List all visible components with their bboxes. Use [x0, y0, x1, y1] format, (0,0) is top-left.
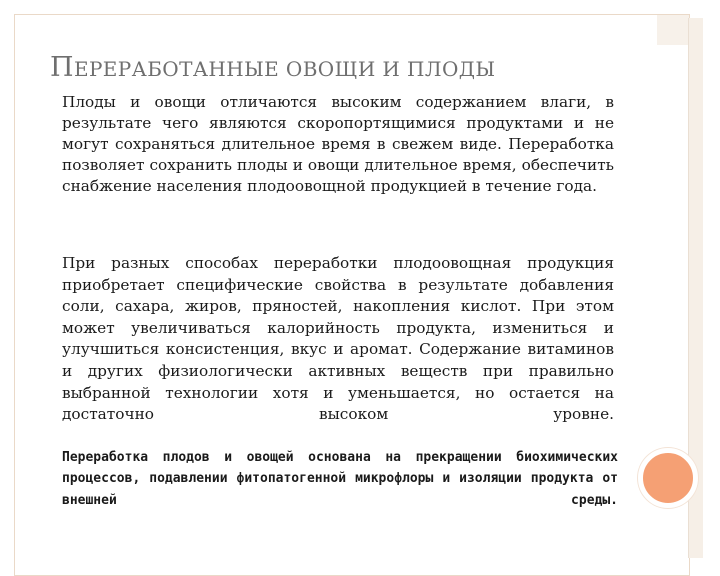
slide-title-initial: П	[50, 52, 74, 83]
slide-title	[50, 52, 496, 83]
paragraph-1: Плоды и овощи отличаются высоким содержанием влаги, в результате чего являются скоропортящимися продуктами и не могут сохраняться длительное время в свежем виде. Переработка позволяет сохранить плоды и овощи длительное время, обеспечить снабжение населения плодоовощной продукцией в течение года.	[62, 93, 614, 195]
slide-title-rest: ЕРЕРАБОТАННЫЕ ОВОЩИ И ПЛОДЫ	[73, 57, 496, 81]
decorative-orange-circle	[638, 448, 698, 508]
frame-corner-shade	[657, 15, 689, 45]
paragraph-3-bold: Переработка плодов и овощей основана на прекращении биохимических процессов, подавлении фитопатогенной микрофлоры и изоляции продукта от внешней среды.	[62, 450, 618, 508]
paragraph-2: При разных способах переработки плодоовощная продукция приобретает специфические свойства в результате добавления соли, сахара, жиров, пряностей, накопления кислот. При этом может увеличиваться калорийность продукта, измениться и улучшиться консистенция, вкус и аромат. Содержание витаминов и других физиологически активных веществ при правильно выбранной технологии хотя и уменьшается, но остается на достаточно высоком уровне.	[62, 254, 614, 424]
